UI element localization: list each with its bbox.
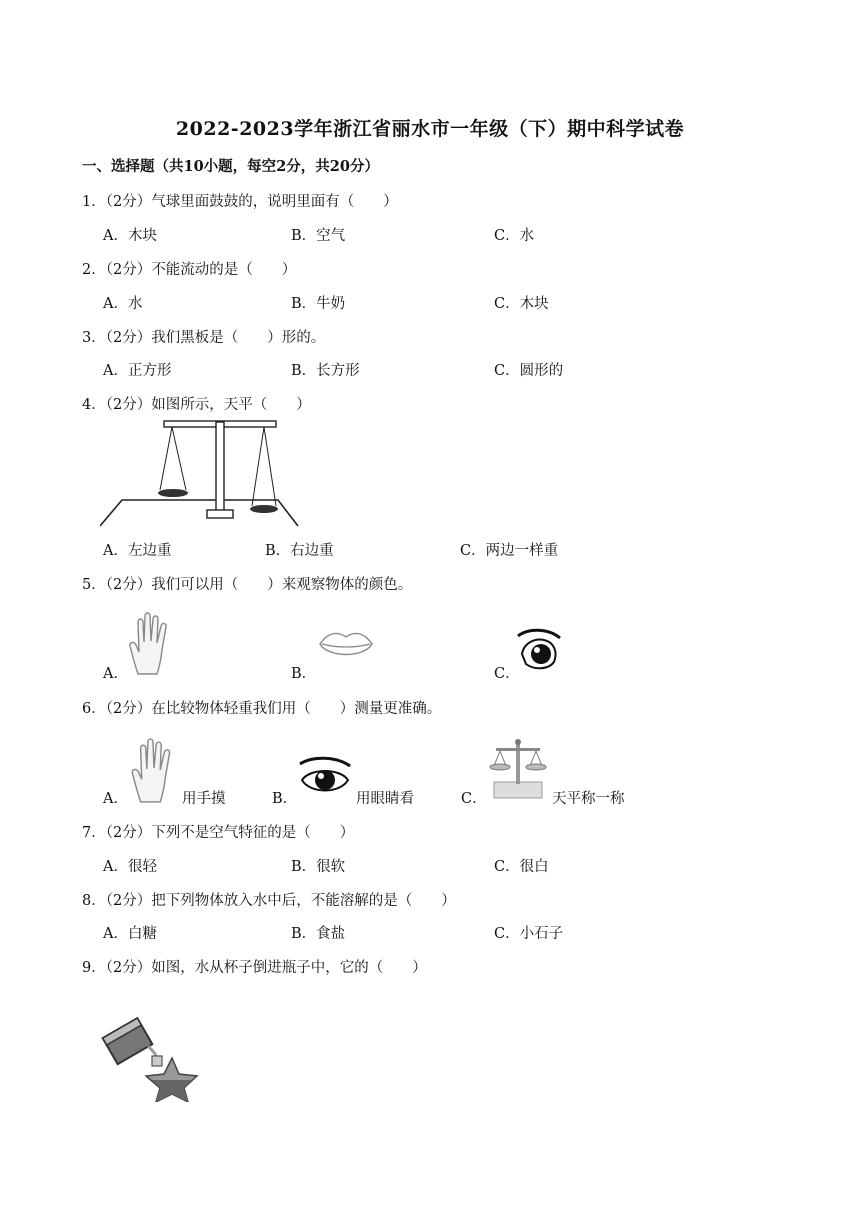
lips-icon: [318, 628, 374, 664]
q1-option-c[interactable]: C．水: [494, 228, 535, 244]
q3-option-a[interactable]: A．正方形: [103, 363, 172, 379]
page-title: 2022-2023学年浙江省丽水市一年级（下）期中科学试卷: [175, 118, 685, 140]
balance-scale-icon: [486, 736, 550, 802]
q4-option-a[interactable]: A．左边重: [103, 543, 172, 559]
question-2-stem: 2．（2分）不能流动的是（ ）: [82, 262, 297, 278]
eye-icon: [514, 626, 564, 674]
q5-option-b[interactable]: B．: [291, 666, 317, 682]
q6-option-b[interactable]: B．: [272, 791, 298, 807]
q8-option-a[interactable]: A．白糖: [103, 926, 157, 942]
q6-option-b-text: 用眼睛看: [356, 791, 414, 807]
question-9-stem: 9．（2分）如图，水从杯子倒进瓶子中，它的（ ）: [82, 960, 427, 976]
question-8-stem: 8．（2分）把下列物体放入水中后，不能溶解的是（ ）: [82, 893, 456, 909]
q7-option-a[interactable]: A．很轻: [103, 859, 157, 875]
q3-option-c[interactable]: C．圆形的: [494, 363, 564, 379]
q5-option-a[interactable]: A．: [103, 666, 128, 682]
question-4-stem: 4．（2分）如图所示，天平（ ）: [82, 397, 311, 413]
q1-option-b[interactable]: B．空气: [291, 228, 346, 244]
question-1-stem: 1．（2分）气球里面鼓鼓的，说明里面有（ ）: [82, 194, 398, 210]
q1-option-a[interactable]: A．木块: [103, 228, 157, 244]
q7-option-b[interactable]: B．很软: [291, 859, 346, 875]
hand-icon: [126, 610, 174, 676]
question-3-stem: 3．（2分）我们黑板是（ ）形的。: [82, 330, 326, 346]
q6-option-c-text: 天平称一称: [552, 791, 625, 807]
hand-icon: [128, 736, 178, 804]
q6-option-c[interactable]: C．: [461, 791, 487, 807]
q2-option-a[interactable]: A．水: [103, 296, 143, 312]
q7-option-c[interactable]: C．很白: [494, 859, 549, 875]
q2-option-b[interactable]: B．牛奶: [291, 296, 346, 312]
balance-scale-icon: [100, 418, 300, 528]
eye-icon: [296, 756, 354, 800]
section-heading: 一、选择题（共10小题，每空2分，共20分）: [82, 158, 379, 175]
cup-pouring-into-star-bottle-icon: [100, 1016, 204, 1102]
question-7-stem: 7．（2分）下列不是空气特征的是（ ）: [82, 825, 355, 841]
question-5-stem: 5．（2分）我们可以用（ ）来观察物体的颜色。: [82, 577, 413, 593]
question-6-stem: 6．（2分）在比较物体轻重我们用（ ）测量更准确。: [82, 701, 442, 717]
q5-option-c[interactable]: C．: [494, 666, 520, 682]
q4-option-c[interactable]: C．两边一样重: [460, 543, 559, 559]
q2-option-c[interactable]: C．木块: [494, 296, 549, 312]
q4-option-b[interactable]: B．右边重: [265, 543, 334, 559]
q6-option-a-text: 用手摸: [182, 791, 226, 807]
q8-option-b[interactable]: B．食盐: [291, 926, 346, 942]
q3-option-b[interactable]: B．长方形: [291, 363, 360, 379]
q6-option-a[interactable]: A．: [103, 791, 128, 807]
q8-option-c[interactable]: C．小石子: [494, 926, 564, 942]
